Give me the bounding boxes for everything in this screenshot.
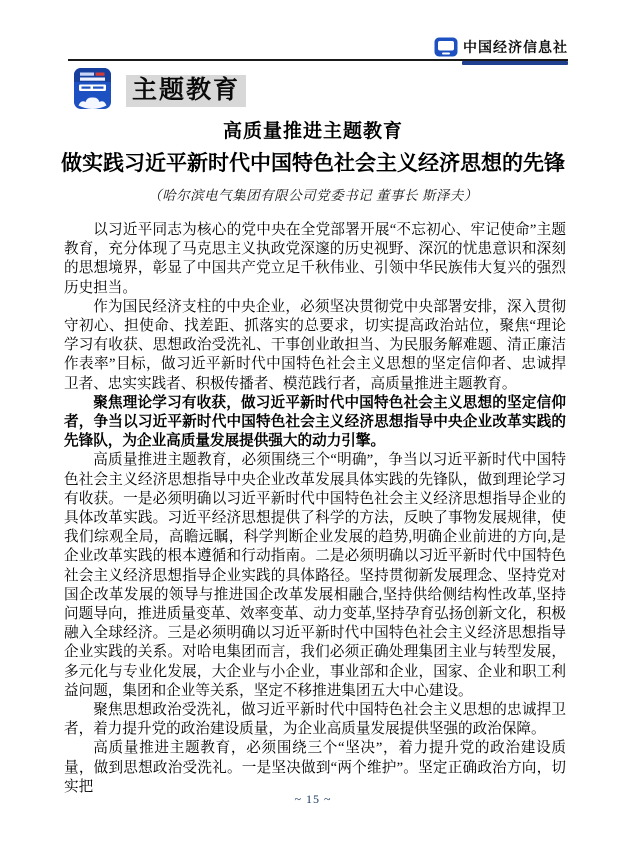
official-account-badge-icon xyxy=(74,68,111,109)
article-byline: （哈尔滨电气集团有限公司党委书记 董事长 斯泽夫） xyxy=(148,188,478,203)
brand-name: 中国经济信息社 xyxy=(463,39,568,55)
article-subtitle: 做实践习近平新时代中国特色社会主义经济思想的先锋 xyxy=(61,152,565,175)
article-body xyxy=(64,221,566,797)
masthead xyxy=(68,0,568,61)
paragraph-4: 高质量推进主题教育，必须围绕三个“明确”，争当以习近平新时代中国特色社会主义经济思想指导中央企业改革发展具体实践的先锋队，做到理论学习有收获。一是必须明确以习近平新时代中国特色社会主义经济思想指导企业的具体改革实践。习近平经济思想提供了科学的方法，反映了事物发展规律，使我们综观全局，高瞻远瞩，科学判断企业发展的趋势,明确企业前进的方向,是企业改革实践的根本遵循和行动指南。二是必须明确以习近平新时代中国特色社会主义经济思想指导企业实践的具体路径。坚持贯彻新发展理念、坚持党对国企改革发展的领导与推进国企改革发展相融合,坚持供给侧结构性改革,坚持问题导向，推进质量变革、效率变革、动力变革,坚持孕育弘扬创新文化，积极融入全球经济。三是必须明确以习近平新时代中国特色社会主义经济思想指导企业实践的关系。对哈电集团而言，我们必须正确处理集团主业与转型发展，多元化与专业化发展，大企业与小企业，事业部和企业，国家、企业和职工利益问题，集团和企业等关系，坚定不移推进集团五大中心建设。 xyxy=(64,452,566,699)
article-title: 高质量推进主题教育 xyxy=(222,121,403,142)
paragraph-2: 作为国民经济支柱的中央企业，必须坚决贯彻党中央部署安排，深入贯彻守初心、担使命、找差距、抓落实的总要求，切实提高政治站位，聚焦“理论学习有收获、思想政治受洗礼、干事创业敢担当、为民服务解难题、清正廉洁作表率”目标，做习近平新时代中国特色社会主义思想的坚定信仰者、忠诚捍卫者、忠实实践者、积极传播者、模范践行者，高质量推进主题教育。 xyxy=(64,298,566,392)
monitor-bubble-icon xyxy=(434,37,458,57)
brand-tagline-strip xyxy=(462,61,568,65)
section-header xyxy=(74,68,246,109)
section-label: 主题教育 xyxy=(126,75,246,107)
page-number: ~ 15 ~ xyxy=(294,792,332,806)
brand-logo xyxy=(434,37,568,57)
paragraph-6: 高质量推进主题教育，必须围绕三个“坚决”，着力提升党的政治建设质量，做到思想政治受洗礼。一是坚决做到“两个维护”。坚定正确政治方向，切实把 xyxy=(64,740,566,795)
paragraph-3-emphasis: 聚焦理论学习有收获，做习近平新时代中国特色社会主义思想的坚定信仰者，争当以习近平新时代中国特色社会主义经济思想指导中央企业改革实践的先锋队，为企业高质量发展提供强大的动力引擎。 xyxy=(64,394,566,450)
paragraph-5: 聚焦思想政治受洗礼，做习近平新时代中国特色社会主义思想的忠诚捍卫者，着力提升党的政治建设质量，为企业高质量发展提供坚强的政治保障。 xyxy=(64,702,566,738)
paragraph-1: 以习近平同志为核心的党中央在全党部署开展“不忘初心、牢记使命”主题教育，充分体现了马克思主义执政党深邃的历史视野、深沉的忧患意识和深刻的思想境界，彰显了中国共产党立足千秋伟业、引领中华民族伟大复兴的强烈历史担当。 xyxy=(64,222,566,296)
